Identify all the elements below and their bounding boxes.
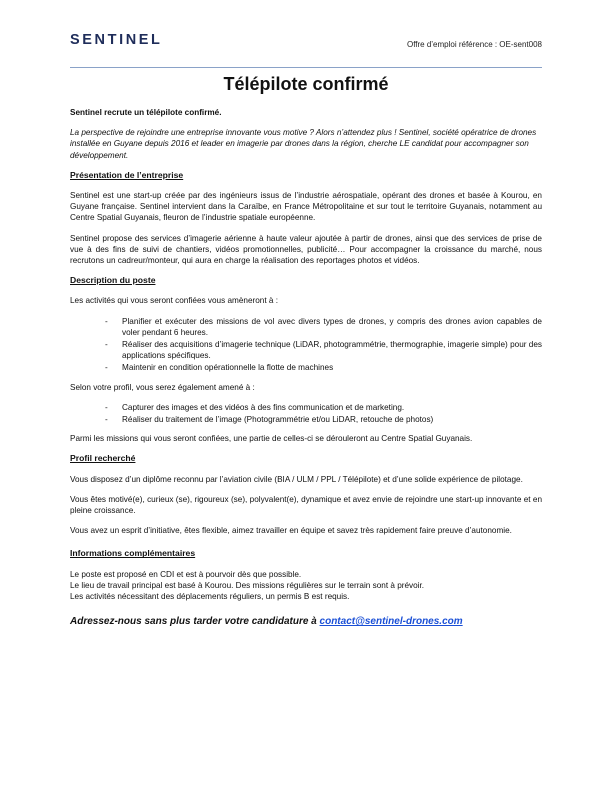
job-task-list — [70, 316, 542, 374]
section-heading-info: Informations complémentaires — [70, 548, 196, 559]
document-body — [70, 107, 542, 628]
list-item: - Réaliser du traitement de l’image (Photogrammétrie et/ou LiDAR, retouche de photos) — [122, 414, 542, 425]
cta-text: Adressez-nous sans plus tarder votre candidature à — [70, 616, 320, 628]
lead-sentence: Sentinel recrute un télépilote confirmé. — [70, 108, 222, 117]
profile-paragraph: Vous disposez d’un diplôme reconnu par l’aviation civile (BIA / ULM / PPL / Télépilote) et d’une solide expérience de pilotage. — [70, 474, 523, 484]
section-heading-job: Description du poste — [70, 275, 156, 286]
job-note: Parmi les missions qui vous seront confiées, une partie de celles-ci se dérouleront au Centre Spatial Guyanais. — [70, 434, 473, 444]
job-optional-task-list — [70, 402, 542, 425]
list-item: - Maintenir en condition opérationnelle la flotte de machines — [122, 362, 542, 373]
job-intro: Les activités qui vous seront confiées vous amèneront à : — [70, 296, 278, 306]
info-line: Les activités nécessitant des déplacements réguliers, un permis B est requis. — [70, 592, 350, 602]
company-paragraph: Sentinel est une start-up créée par des ingénieurs issus de l’industrie aérospatiale, opérant des drones et basée à Kourou, en Guyane française. Sentinel intervient dans la Caraïbe, en France Métropolitaine et sur tout le territoire Guyanais, notamment au Centre Spatial Guyanais, fleuron de l’industrie spatiale européenne. — [70, 191, 542, 223]
info-line: Le lieu de travail principal est basé à Kourou. Des missions régulières sur le terrain sont à prévoir. — [70, 580, 425, 590]
header-divider — [70, 67, 542, 68]
job-intro-secondary: Selon votre profil, vous serez également amené à : — [70, 382, 255, 392]
info-lines — [70, 569, 542, 603]
list-item: - Capturer des images et des vidéos à des fins communication et de marketing. — [122, 402, 542, 413]
list-item: - Réaliser des acquisitions d’imagerie technique (LiDAR, photogrammétrie, thermographie, imagerie simple) pour des applications spécifiques. — [122, 339, 542, 361]
company-logo: SENTINEL — [70, 32, 163, 48]
call-to-action — [70, 616, 542, 627]
contact-email-link[interactable]: contact@sentinel-drones.com — [319, 616, 463, 628]
company-paragraph: Sentinel propose des services d’imagerie aérienne à haute valeur ajoutée à partir de drones, ainsi que des services de prise de vue à des fins de suivi de chantiers, vidéos promotionnelles, publicité… Pour accompagner la croissance du marché, nous recrutons un cadreur/monteur, qui aura en charge la réalisation des reportages photos et vidéos. — [70, 233, 542, 266]
profile-paragraph: Vous avez un esprit d’initiative, êtes flexible, aimez travailler en équipe et savez très rapidement faire preuve d’autonomie. — [70, 526, 512, 536]
info-line: Le poste est proposé en CDI et est à pourvoir dès que possible. — [70, 569, 302, 579]
section-heading-company: Présentation de l’entreprise — [70, 169, 184, 180]
page-title: Télépilote confirmé — [223, 74, 389, 94]
section-heading-profile: Profil recherché — [70, 453, 136, 464]
intro-paragraph: La perspective de rejoindre une entreprise innovante vous motive ? Alors n’attendez plus ! Sentinel, société opératrice de drones installée en Guyane depuis 2016 et leader en imagerie par drones dans la région, cherche LE candidat pour accompagner son développement. — [70, 128, 537, 160]
list-item: - Planifier et exécuter des missions de vol avec divers types de drones, y compris des drones avion capables de voler pendant 6 heures. — [122, 316, 542, 338]
job-reference: Offre d’emploi référence : OE-sent008 — [406, 40, 542, 49]
profile-paragraph: Vous êtes motivé(e), curieux (se), rigoureux (se), polyvalent(e), dynamique et avez envie de rejoindre une start-up innovante et en pleine croissance. — [70, 494, 542, 516]
